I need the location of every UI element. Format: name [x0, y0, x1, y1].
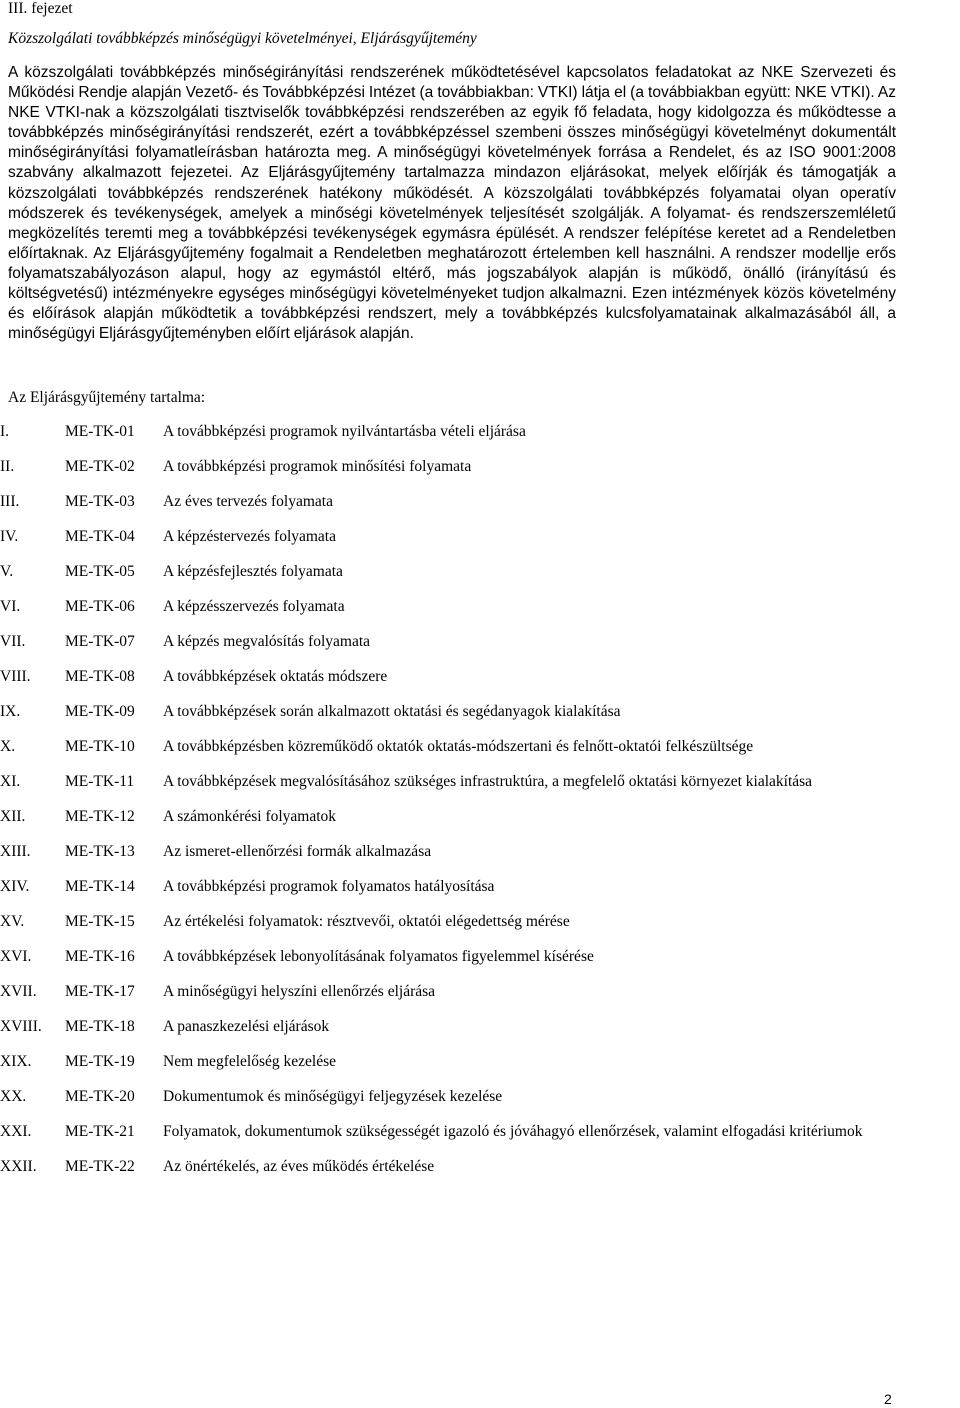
toc-item-number: V. — [0, 563, 14, 580]
toc-item-number: XVIII. — [0, 1018, 42, 1035]
intro-paragraph: A közszolgálati továbbképzés minőségirányítási rendszerének működtetésével kapcsolatos feladatokat az NKE Szervezeti és Működési Rendje alapján Vezető- és Továbbképzési Intézet (a továbbiakban: VTKI) látja el (a továbbiakban együtt: NKE VTKI). Az NKE VTKI-nak a közszolgálati tisztviselők továbbképzési rendszerében az egyik fő feladata, hogy kidolgozza és működtesse a továbbképzés minőségirányítási rendszerét, ezért a továbbképzéssel szembeni összes minőségügyi követelményt dokumentált minőségirányítási folyamatleírásban határozta meg. A minőségügyi követelmények forrása a Rendelet, és az ISO 9001:2008 szabvány alkalmazott fejezetei. Az Eljárásgyűjtemény tartalmazza mindazon eljárásokat, melyek előírják és támogatják a közszolgálati továbbképzés rendszerének hatékony működését. A közszolgálati továbbképzés folyamatai olyan operatív módszerek és tevékenységek, amelyek a minőségi követelmények teljesítését szolgálják. A folyamat- és rendszerszemléletű megközelítés teremti meg a továbbképzési tevékenységek egymásra épülését. A rendszer felépítése keretet ad a Rendeletben előírtaknak. Az Eljárásgyűjtemény fogalmait a Rendeletben meghatározott értelemben kell használni. A rendszer modellje erős folyamatszabályozáson alapul, hogy az egymástól eltérő, más jogszabályok alapján is működő, önálló (irányítású és költségvetésű) intézményekre egységes minőségügyi követelményeket tudjon alkalmazni. Ezen intézmények közös követelmény és előírások alapján működtetik a továbbképzési rendszert, mely a továbbképzés kulcsfolyamatainak alkalmazásából áll, a minőségügyi Eljárásgyűjteményben előírt eljárások alapján. — [8, 64, 896, 343]
toc-item-code: ME-TK-22 — [65, 1158, 135, 1175]
chapter-subtitle: Közszolgálati továbbképzés minőségügyi követelményei, Eljárásgyűjtemény — [8, 30, 477, 47]
toc-item — [0, 528, 960, 563]
toc-item — [0, 423, 960, 458]
toc-item-code: ME-TK-04 — [65, 528, 135, 545]
toc-item — [0, 983, 960, 1018]
toc-item-title: A továbbképzésben közreműködő oktatók oktatás-módszertani és felnőtt-oktatói felkészültsége — [163, 738, 754, 755]
toc-item-code: ME-TK-16 — [65, 948, 135, 965]
toc-item-code: ME-TK-12 — [65, 808, 135, 825]
toc-item — [0, 1088, 960, 1123]
toc-item — [0, 458, 960, 493]
toc-item-number: VIII. — [0, 668, 31, 685]
toc-item-title: A továbbképzések során alkalmazott oktatási és segédanyagok kialakítása — [163, 703, 621, 720]
toc-item-title: A számonkérési folyamatok — [163, 808, 337, 825]
toc-item-code: ME-TK-01 — [65, 423, 135, 440]
toc-item-title: Dokumentumok és minőségügyi feljegyzések kezelése — [163, 1088, 503, 1105]
toc-item-title: Az önértékelés, az éves működés értékelése — [163, 1158, 435, 1175]
toc-item-code: ME-TK-13 — [65, 843, 135, 860]
toc-item-title: Az ismeret-ellenőrzési formák alkalmazása — [163, 843, 432, 860]
toc-item — [0, 878, 960, 913]
toc-item-number: XXI. — [0, 1123, 32, 1140]
toc-item-number: II. — [0, 458, 15, 475]
toc-item — [0, 913, 960, 948]
toc-item-code: ME-TK-09 — [65, 703, 135, 720]
toc-item — [0, 1053, 960, 1088]
toc-item-number: IV. — [0, 528, 19, 545]
toc-item-title: Az értékelési folyamatok: résztvevői, oktatói elégedettség mérése — [163, 913, 570, 930]
toc-item — [0, 1018, 960, 1053]
toc-item-title: A képzés megvalósítás folyamata — [163, 633, 371, 650]
toc-item-code: ME-TK-10 — [65, 738, 135, 755]
toc-item-title: A minőségügyi helyszíni ellenőrzés eljárása — [163, 983, 436, 1000]
toc-item-number: I. — [0, 423, 10, 440]
toc-item — [0, 1123, 960, 1158]
toc-item-code: ME-TK-15 — [65, 913, 135, 930]
toc-item-title: A továbbképzések oktatás módszere — [163, 668, 388, 685]
toc-item-number: XII. — [0, 808, 26, 825]
toc-item-code: ME-TK-06 — [65, 598, 135, 615]
toc-item-number: XX. — [0, 1088, 27, 1105]
toc-item — [0, 738, 960, 773]
toc-item-title: Folyamatok, dokumentumok szükségességét igazoló és jóváhagyó ellenőrzések, valamint elfogadási kritériumok — [163, 1123, 863, 1140]
toc-item-number: III. — [0, 493, 20, 510]
toc-item-code: ME-TK-17 — [65, 983, 135, 1000]
toc-item-code: ME-TK-19 — [65, 1053, 135, 1070]
toc-item — [0, 633, 960, 668]
toc-item-title: A képzésfejlesztés folyamata — [163, 563, 343, 580]
toc-item-title: A továbbképzések lebonyolításának folyamatos figyelemmel kísérése — [163, 948, 594, 965]
toc-item-code: ME-TK-02 — [65, 458, 135, 475]
toc-item-code: ME-TK-11 — [65, 773, 135, 790]
toc-item — [0, 773, 960, 808]
toc-item-title: A képzéstervezés folyamata — [163, 528, 336, 545]
toc-item-code: ME-TK-20 — [65, 1088, 135, 1105]
toc-item-title: A továbbképzési programok nyilvántartásba vételi eljárása — [163, 423, 526, 440]
toc-item-code: ME-TK-08 — [65, 668, 135, 685]
toc-item — [0, 843, 960, 878]
toc-item-title: A továbbképzési programok minősítési folyamata — [163, 458, 472, 475]
toc-list — [0, 423, 960, 1193]
chapter-heading: III. fejezet — [8, 0, 73, 17]
toc-item-code: ME-TK-07 — [65, 633, 135, 650]
toc-item-number: VII. — [0, 633, 26, 650]
toc-item-number: XIX. — [0, 1053, 32, 1070]
toc-item-code: ME-TK-14 — [65, 878, 135, 895]
toc-item-title: A továbbképzési programok folyamatos hatályosítása — [163, 878, 495, 895]
toc-item-number: XIV. — [0, 878, 30, 895]
page-number: 2 — [884, 1391, 892, 1407]
toc-item-number: XI. — [0, 773, 21, 790]
toc-item-number: XVII. — [0, 983, 37, 1000]
toc-item — [0, 948, 960, 983]
toc-item — [0, 598, 960, 633]
toc-item-number: VI. — [0, 598, 21, 615]
toc-item-title: A panaszkezelési eljárások — [163, 1018, 330, 1035]
toc-item-code: ME-TK-21 — [65, 1123, 135, 1140]
toc-item-title: A továbbképzések megvalósításához szükséges infrastruktúra, a megfelelő oktatási környezet kialakítása — [163, 773, 813, 790]
toc-item-code: ME-TK-03 — [65, 493, 135, 510]
toc-item-title: Az éves tervezés folyamata — [163, 493, 333, 510]
toc-item-number: X. — [0, 738, 16, 755]
toc-item-number: IX. — [0, 703, 21, 720]
toc-item — [0, 808, 960, 843]
toc-item-number: XV. — [0, 913, 25, 930]
toc-item-number: XIII. — [0, 843, 31, 860]
toc-item-title: Nem megfelelőség kezelése — [163, 1053, 336, 1070]
toc-item-code: ME-TK-18 — [65, 1018, 135, 1035]
toc-heading: Az Eljárásgyűjtemény tartalma: — [8, 389, 206, 406]
toc-item-title: A képzésszervezés folyamata — [163, 598, 345, 615]
toc-item — [0, 563, 960, 598]
toc-item-number: XXII. — [0, 1158, 37, 1175]
toc-item — [0, 1158, 960, 1193]
toc-item — [0, 703, 960, 738]
toc-item-code: ME-TK-05 — [65, 563, 135, 580]
toc-item-number: XVI. — [0, 948, 32, 965]
toc-item — [0, 668, 960, 703]
toc-item — [0, 493, 960, 528]
